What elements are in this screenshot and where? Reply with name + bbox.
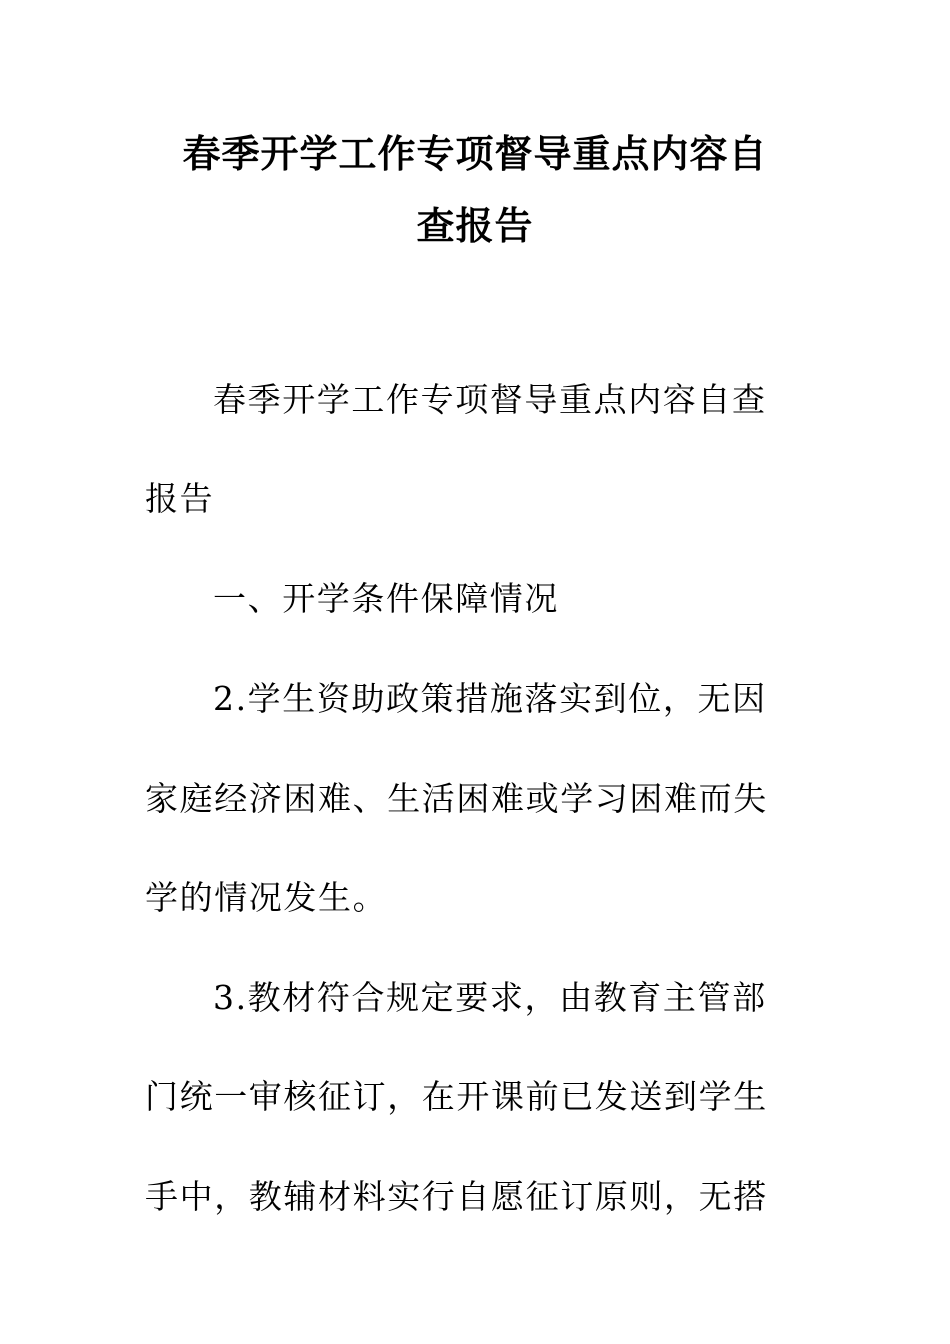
paragraph-line: 春季开学工作专项督导重点内容自查 [213,380,767,419]
section-heading: 一、开学条件保障情况 [213,579,559,618]
paragraph-line: 家庭经济困难、生活困难或学习困难而失 [145,779,768,818]
paragraph-line: 报告 [145,479,215,518]
paragraph-line: 手中，教辅材料实行自愿征订原则，无搭 [145,1177,768,1216]
paragraph-line: 门统一审核征订，在开课前已发送到学生 [145,1077,768,1116]
paragraph-line: 3.教材符合规定要求，由教育主管部 [213,978,767,1017]
paragraph-line: 学的情况发生。 [145,878,388,917]
document-title-line-2: 查报告 [416,204,534,248]
paragraph-line: 2.学生资助政策措施落实到位，无因 [213,679,767,718]
document-title-line-1: 春季开学工作专项督导重点内容自 [182,132,768,176]
